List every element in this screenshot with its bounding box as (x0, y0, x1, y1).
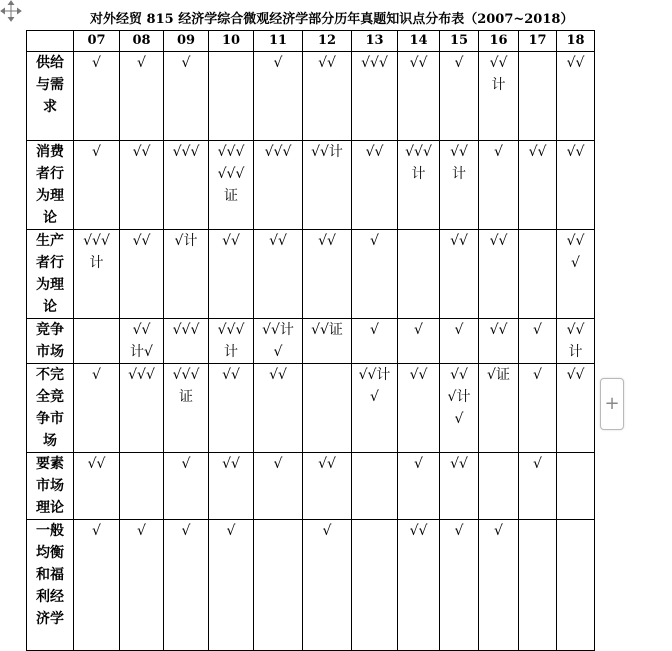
year-header: 18 (557, 31, 595, 52)
year-mark-cell: √√ 计√ (120, 319, 164, 364)
year-mark-cell: √√ (557, 141, 595, 230)
year-header: 11 (254, 31, 303, 52)
year-mark-cell: √√ (398, 364, 440, 453)
year-mark-cell: √√ √计 √ (440, 364, 479, 453)
year-mark-cell (352, 453, 398, 520)
year-mark-cell (519, 52, 557, 141)
year-mark-cell: √√√ 计 (209, 319, 254, 364)
topic-label: 竞争 市场 (27, 319, 74, 364)
year-mark-cell: √√ 计 (479, 52, 519, 141)
year-mark-cell: √√ 计 (557, 319, 595, 364)
table-row (27, 453, 595, 520)
year-header: 17 (519, 31, 557, 52)
year-header: 07 (74, 31, 120, 52)
topic-label: 供给 与需 求 (27, 52, 74, 141)
year-mark-cell: √√ (209, 230, 254, 319)
year-header: 15 (440, 31, 479, 52)
year-mark-cell: √ (440, 319, 479, 364)
move-handle-icon[interactable] (0, 0, 22, 22)
year-mark-cell: √√√ 证 (164, 364, 209, 453)
year-mark-cell: √√ (440, 230, 479, 319)
year-mark-cell: √√√ (164, 141, 209, 230)
year-mark-cell: √√√ 计 (398, 141, 440, 230)
year-mark-cell: √√√ (120, 364, 164, 453)
year-mark-cell: √ (74, 520, 120, 651)
year-header: 12 (303, 31, 352, 52)
year-mark-cell: √√计 (303, 141, 352, 230)
year-mark-cell: √ (120, 520, 164, 651)
year-mark-cell (209, 52, 254, 141)
year-mark-cell: √ (74, 141, 120, 230)
year-mark-cell: √√√ √√√ 证 (209, 141, 254, 230)
year-mark-cell: √√√ 计 (74, 230, 120, 319)
year-mark-cell: √√ (519, 141, 557, 230)
topic-label: 要素 市场 理论 (27, 453, 74, 520)
year-mark-cell (303, 364, 352, 453)
table-row (27, 520, 595, 651)
topic-label: 不完 全竞 争市 场 (27, 364, 74, 453)
year-mark-cell: √ (164, 520, 209, 651)
year-mark-cell (557, 453, 595, 520)
add-row-button[interactable] (600, 378, 624, 430)
year-mark-cell: √√ (440, 453, 479, 520)
year-mark-cell (479, 453, 519, 520)
year-mark-cell: √√ (254, 364, 303, 453)
year-mark-cell: √ (303, 520, 352, 651)
year-mark-cell: √ (120, 52, 164, 141)
year-mark-cell: √√计 √ (352, 364, 398, 453)
table-row (27, 52, 595, 141)
year-mark-cell: √√√ (254, 141, 303, 230)
year-mark-cell: √√ (303, 230, 352, 319)
year-mark-cell: √√ (120, 141, 164, 230)
table-row (27, 364, 595, 453)
year-mark-cell: √√ (557, 52, 595, 141)
year-mark-cell: √ (440, 52, 479, 141)
year-header: 13 (352, 31, 398, 52)
year-mark-cell: √ (352, 319, 398, 364)
corner-cell (27, 31, 74, 52)
year-mark-cell: √√ (479, 319, 519, 364)
year-mark-cell: √ (479, 141, 519, 230)
year-mark-cell (557, 520, 595, 651)
year-mark-cell: √√ (303, 453, 352, 520)
year-mark-cell: √√ (303, 52, 352, 141)
year-mark-cell (254, 520, 303, 651)
year-mark-cell (74, 319, 120, 364)
year-mark-cell: √√计 √ (254, 319, 303, 364)
year-mark-cell (352, 520, 398, 651)
year-mark-cell: √证 (479, 364, 519, 453)
year-header-row (27, 31, 595, 52)
year-header: 09 (164, 31, 209, 52)
table-body (27, 31, 595, 651)
year-mark-cell: √√√ (164, 319, 209, 364)
plus-icon: + (604, 393, 620, 414)
year-mark-cell: √ (74, 364, 120, 453)
year-header: 08 (120, 31, 164, 52)
year-mark-cell: √√ (352, 141, 398, 230)
year-mark-cell: √ (352, 230, 398, 319)
year-mark-cell: √ (164, 453, 209, 520)
year-mark-cell: √√ (398, 520, 440, 651)
year-mark-cell (519, 520, 557, 651)
year-mark-cell: √√ (398, 52, 440, 141)
table-row (27, 319, 595, 364)
topic-label: 消费 者行 为理 论 (27, 141, 74, 230)
year-mark-cell: √√ (74, 453, 120, 520)
year-mark-cell: √√ (254, 230, 303, 319)
year-mark-cell: √√ (209, 453, 254, 520)
knowledge-distribution-table (26, 30, 595, 651)
year-mark-cell: √ (398, 453, 440, 520)
year-header: 14 (398, 31, 440, 52)
topic-label: 一般 均衡 和福 利经 济学 (27, 520, 74, 651)
year-mark-cell: √ (164, 52, 209, 141)
year-mark-cell: √ (519, 319, 557, 364)
year-mark-cell: √√ (209, 364, 254, 453)
year-mark-cell: √√ 计 (440, 141, 479, 230)
year-mark-cell: √ (440, 520, 479, 651)
year-mark-cell: √√√ (352, 52, 398, 141)
year-mark-cell (519, 230, 557, 319)
year-mark-cell: √ (519, 453, 557, 520)
year-mark-cell: √ (398, 319, 440, 364)
year-mark-cell: √ (209, 520, 254, 651)
year-mark-cell: √√ (479, 230, 519, 319)
year-mark-cell: √ (74, 52, 120, 141)
table-row (27, 141, 595, 230)
year-header: 10 (209, 31, 254, 52)
year-mark-cell: √计 (164, 230, 209, 319)
year-mark-cell: √√ (557, 364, 595, 453)
document-title: 对外经贸 815 经济学综合微观经济学部分历年真题知识点分布表（2007~2018） (90, 12, 574, 27)
year-mark-cell (120, 453, 164, 520)
year-mark-cell (398, 230, 440, 319)
year-mark-cell: √ (254, 453, 303, 520)
year-mark-cell: √ (519, 364, 557, 453)
table-row (27, 230, 595, 319)
year-mark-cell: √ (479, 520, 519, 651)
year-mark-cell: √ (254, 52, 303, 141)
topic-label: 生产 者行 为理 论 (27, 230, 74, 319)
year-mark-cell: √√证 (303, 319, 352, 364)
year-mark-cell: √√ √ (557, 230, 595, 319)
year-header: 16 (479, 31, 519, 52)
year-mark-cell: √√ (120, 230, 164, 319)
